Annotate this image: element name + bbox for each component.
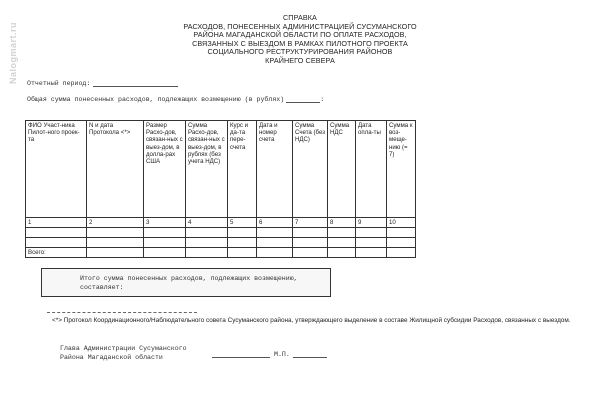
header-reimbursement-amount: Сумма к воз-меще-нию (= 7) xyxy=(387,121,416,218)
column-number: 8 xyxy=(328,218,356,228)
column-number: 5 xyxy=(228,218,257,228)
reporting-period-field[interactable] xyxy=(93,80,178,87)
table-cell[interactable] xyxy=(186,238,228,248)
table-cell[interactable] xyxy=(257,248,293,258)
footnote-divider xyxy=(47,312,197,313)
table-cell[interactable] xyxy=(257,228,293,238)
document-title xyxy=(150,14,450,66)
total-sum-row xyxy=(27,96,324,103)
header-invoice-date-number: Дата и номер счета xyxy=(257,121,293,218)
signature-field[interactable] xyxy=(212,351,270,358)
title-line: СОЦИАЛЬНОГО РЕСТРУКТУРИРОВАНИЯ РАЙОНОВ xyxy=(207,47,393,57)
table-cell[interactable] xyxy=(387,228,416,238)
table-cell[interactable] xyxy=(257,238,293,248)
table-cell[interactable] xyxy=(356,248,387,258)
total-sum-colon: : xyxy=(320,96,325,103)
table-cell[interactable] xyxy=(293,228,328,238)
signature-title xyxy=(60,344,187,362)
signature-line: Района Магаданской области xyxy=(60,354,163,361)
column-number: 3 xyxy=(144,218,186,228)
totals-box-line: Итого сумма понесенных расходов, подлежащих возмещению, xyxy=(80,275,298,282)
table-cell[interactable] xyxy=(26,238,87,248)
title-line: СПРАВКА xyxy=(283,13,317,22)
header-exchange-rate: Курс и да-та пере-счета xyxy=(228,121,257,218)
table-cell[interactable] xyxy=(387,248,416,258)
column-number: 4 xyxy=(186,218,228,228)
table-cell[interactable] xyxy=(387,238,416,248)
title-line: КРАЙНЕГО СЕВЕРА xyxy=(265,55,335,65)
header-participant-name: ФИО Участ-ника Пилот-ного проек-та xyxy=(26,121,87,218)
table-row xyxy=(26,238,416,248)
table-cell[interactable] xyxy=(228,228,257,238)
header-payment-date: Дата опла-ты xyxy=(356,121,387,218)
table-cell[interactable] xyxy=(87,228,144,238)
header-amount-usd: Размер Расхо-дов, связан-ных с выез-дом, в доллa-рах США xyxy=(144,121,186,218)
table-cell[interactable] xyxy=(356,228,387,238)
header-invoice-amount: Сумма Счета (без НДС) xyxy=(293,121,328,218)
table-total-row xyxy=(26,248,416,258)
totals-box-text xyxy=(80,274,298,292)
column-numbers-row xyxy=(26,218,416,228)
table-header-row xyxy=(26,121,416,218)
stamp-field[interactable] xyxy=(293,351,327,358)
header-amount-rub: Сумма Расхо-дов, связан-ных с выез-дом, в рублях (без учета НДС) xyxy=(186,121,228,218)
table-cell[interactable] xyxy=(293,248,328,258)
signature-fields xyxy=(212,351,327,358)
table-cell[interactable] xyxy=(144,228,186,238)
watermark xyxy=(0,8,28,98)
table-cell[interactable] xyxy=(186,228,228,238)
watermark-text: Nalogmart.ru xyxy=(8,21,19,85)
table-row xyxy=(26,228,416,238)
footnote: <*> Протокол Координационного/Наблюдательного совета Сусуманского района, утверждающего выделение в составе Жилищной субсидии Расходов, связанных с выездом. xyxy=(52,317,571,324)
stamp-label: М.П. xyxy=(274,351,290,358)
table-cell[interactable] xyxy=(87,238,144,248)
title-line: РАЙОНА МАГАДАНСКОЙ ОБЛАСТИ ПО ОПЛАТЕ РАСХОДОВ, xyxy=(193,30,407,40)
title-line: СВЯЗАННЫХ С ВЫЕЗДОМ В РАМКАХ ПИЛОТНОГО ПРОЕКТА xyxy=(192,38,408,48)
column-number: 1 xyxy=(26,218,87,228)
table-cell[interactable] xyxy=(328,238,356,248)
table-cell[interactable] xyxy=(228,238,257,248)
reporting-period-row xyxy=(27,80,178,87)
total-label: Всего: xyxy=(26,248,87,258)
header-protocol: N и дата Протокола <*> xyxy=(87,121,144,218)
reporting-period-label: Отчетный период: xyxy=(27,80,91,87)
table-cell[interactable] xyxy=(26,228,87,238)
column-number: 10 xyxy=(387,218,416,228)
table-cell[interactable] xyxy=(87,248,144,258)
header-vat-amount: Сумма НДС xyxy=(328,121,356,218)
table-cell[interactable] xyxy=(186,248,228,258)
column-number: 2 xyxy=(87,218,144,228)
title-line: РАСХОДОВ, ПОНЕСЕННЫХ АДМИНИСТРАЦИЕЙ СУСУМАНСКОГО xyxy=(183,21,417,31)
table-cell[interactable] xyxy=(144,248,186,258)
table-cell[interactable] xyxy=(356,238,387,248)
total-sum-label: Общая сумма понесенных расходов, подлежащих возмещению (в рублях) xyxy=(27,96,285,103)
totals-box xyxy=(41,268,331,297)
totals-box-line: составляет: xyxy=(80,284,124,291)
expenses-table xyxy=(25,120,416,258)
column-number: 6 xyxy=(257,218,293,228)
table-cell[interactable] xyxy=(144,238,186,248)
total-sum-field[interactable] xyxy=(286,96,320,103)
table-cell[interactable] xyxy=(328,228,356,238)
column-number: 9 xyxy=(356,218,387,228)
table-cell[interactable] xyxy=(228,248,257,258)
table-cell[interactable] xyxy=(328,248,356,258)
signature-line: Глава Администрации Сусуманского xyxy=(60,345,187,352)
table-cell[interactable] xyxy=(293,238,328,248)
column-number: 7 xyxy=(293,218,328,228)
